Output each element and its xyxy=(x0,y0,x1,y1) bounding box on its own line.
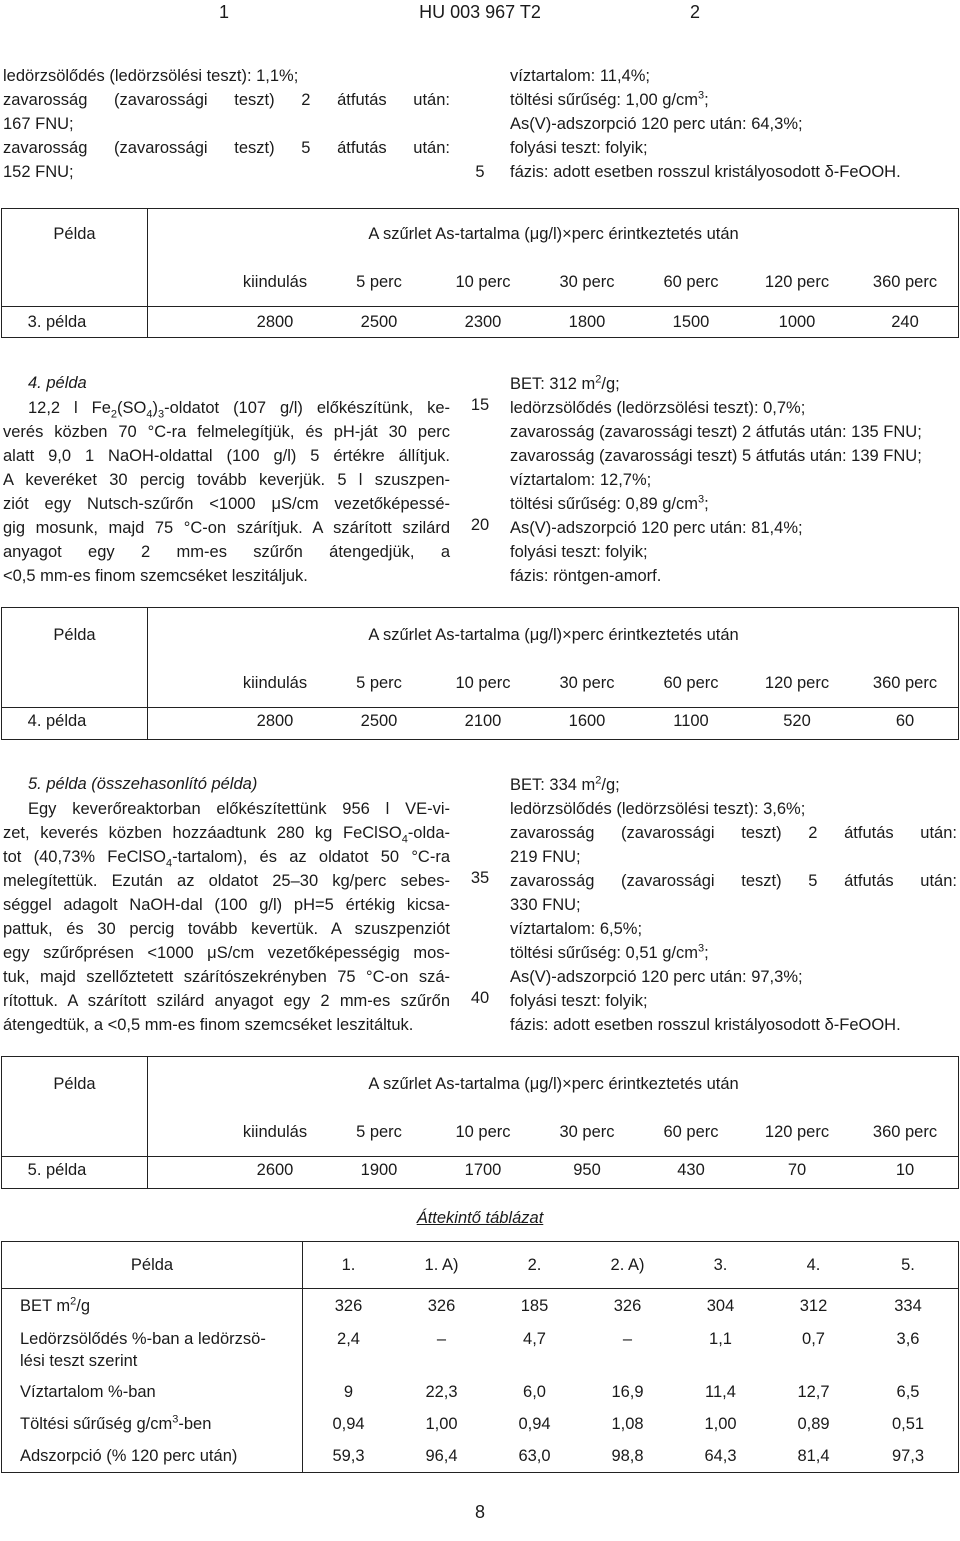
text-line: pattuk, és 30 percig tovább kevertük. A szuszpenziót xyxy=(3,920,450,938)
text-line: tot (40,73% FeClSO$_4$-tartalom), és az oldatot 50 °C-ra xyxy=(3,848,450,870)
column-header: 120 perc xyxy=(764,674,830,692)
line-number: 15 xyxy=(470,396,490,414)
text-line: víztartalom: 6,5%; xyxy=(510,920,643,938)
column-header: 10 perc xyxy=(455,273,511,291)
right-page-number: 2 xyxy=(690,2,701,22)
column-header: 360 perc xyxy=(872,1123,938,1141)
text-line: zavarosság (zavarossági teszt) 2 átfutás után: xyxy=(3,91,450,109)
table-header-example: Példa xyxy=(53,1075,96,1093)
text-line: ledörzsölődés (ledörzsölési teszt): 0,7%; xyxy=(510,399,806,417)
table-cell: 1800 xyxy=(568,313,606,331)
summary-cell: 0,51 xyxy=(891,1415,925,1433)
summary-cell: 0,94 xyxy=(518,1415,551,1433)
column-header: 60 perc xyxy=(663,674,719,692)
summary-header: 3. xyxy=(713,1256,728,1274)
text-line: folyási teszt: folyik; xyxy=(510,543,648,561)
table-cell: 2800 xyxy=(256,712,294,730)
summary-title: Áttekintő táblázat xyxy=(416,1209,544,1227)
summary-cell: 81,4 xyxy=(797,1447,830,1465)
row-label: 5. példa xyxy=(27,1161,87,1179)
table-cell: 1700 xyxy=(464,1161,502,1179)
text-line: fázis: adott esetben rosszul kristályosodott δ-FeOOH. xyxy=(510,1016,901,1034)
text-line: gig mosunk, majd 75 °C-on szárítjuk. A szárított szilárd xyxy=(3,519,450,537)
summary-cell: 326 xyxy=(427,1297,456,1315)
text-line: zavarosság (zavarossági teszt) 5 átfutás után: 139 FNU; xyxy=(510,447,922,465)
summary-cell: 6,5 xyxy=(896,1383,920,1401)
text-line: ledörzsölődés (ledörzsölési teszt): 1,1%; xyxy=(3,67,299,85)
text-line: egy szűrőprésen <1000 μS/cm vezetőképességig mos- xyxy=(3,944,450,962)
text-line: víztartalom: 12,7%; xyxy=(510,471,652,489)
text-line: 12,2 l $Fe_2(SO_4)_3$-oldatot (107 g/l) előkészítünk, ke- xyxy=(28,399,450,421)
summary-cell: 0,94 xyxy=(332,1415,365,1433)
text-line: 152 FNU; xyxy=(3,163,74,181)
text-line: 167 FNU; xyxy=(3,115,74,133)
table-cell: 1000 xyxy=(778,313,816,331)
text-line: zavarosság (zavarossági teszt) 5 átfutás után: xyxy=(3,139,450,157)
column-header: 5 perc xyxy=(356,674,402,692)
text-line: zavarosság (zavarossági teszt) 5 átfutás után: xyxy=(510,872,957,890)
line-number: 20 xyxy=(470,516,490,534)
summary-cell: 2,4 xyxy=(337,1330,360,1348)
text-line: tuk, majd szellőztetett szárítószekrényben 75 °C-on szá- xyxy=(3,968,450,986)
result-table-4 xyxy=(1,607,959,740)
section-title: 5. példa (összehasonlító példa) xyxy=(28,775,258,793)
summary-cell: 16,9 xyxy=(611,1383,644,1401)
column-header: 30 perc xyxy=(559,1123,615,1141)
summary-cell: 59,3 xyxy=(332,1447,365,1465)
text-line: folyási teszt: folyik; xyxy=(510,992,648,1010)
summary-cell: 334 xyxy=(894,1297,922,1315)
section-title: 4. példa xyxy=(28,374,87,392)
summary-row-label: Adszorpció (% 120 perc után) xyxy=(20,1447,238,1465)
column-header: 30 perc xyxy=(559,273,615,291)
column-header: 60 perc xyxy=(663,1123,719,1141)
text-line: <0,5 mm-es finom szemcséket leszitáljuk. xyxy=(3,567,308,585)
table-group-header: A szűrlet As-tartalma (μg/l)×perc érintkeztetés után xyxy=(368,1075,739,1093)
summary-row-label: BET $m^2/g$ xyxy=(20,1295,91,1315)
summary-row-label: Víztartalom %-ban xyxy=(20,1383,156,1401)
summary-row-label xyxy=(20,1328,266,1372)
document-id: HU 003 967 T2 xyxy=(419,2,541,22)
column-header: kiindulás xyxy=(242,1123,308,1141)
table-cell: 1900 xyxy=(360,1161,398,1179)
text-line: A keveréket 30 percig tovább keverjük. 5 l szuszpen- xyxy=(3,471,450,489)
text-line: As(V)-adszorpció 120 perc után: 97,3%; xyxy=(510,968,803,986)
summary-cell: 12,7 xyxy=(797,1383,830,1401)
result-table-3 xyxy=(1,208,959,338)
column-header: 5 perc xyxy=(356,1123,402,1141)
summary-cell: 63,0 xyxy=(518,1447,551,1465)
text-line: BET: 312 $m^2/g$; xyxy=(510,373,620,393)
text-line: séggel adagolt NaOH-dal (100 g/l) pH=5 értékig kicsa- xyxy=(3,896,450,914)
text-line: 330 FNU; xyxy=(510,896,581,914)
line-number: 35 xyxy=(470,869,490,887)
column-header: 120 perc xyxy=(764,1123,830,1141)
row-label: 3. példa xyxy=(27,313,87,331)
text-line: zavarosság (zavarossági teszt) 2 átfutás után: xyxy=(510,824,957,842)
summary-row-label-line1: Ledörzsölődés %-ban a ledörzsö- xyxy=(20,1330,266,1348)
text-line: As(V)-adszorpció 120 perc után: 64,3%; xyxy=(510,115,803,133)
summary-cell: 0,89 xyxy=(797,1415,830,1433)
table-cell: 60 xyxy=(895,712,915,730)
table-cell: 1500 xyxy=(672,313,710,331)
text-line: ledörzsölődés (ledörzsölési teszt): 3,6%; xyxy=(510,800,806,818)
summary-table xyxy=(1,1241,959,1473)
column-header: 120 perc xyxy=(764,273,830,291)
table-cell: 1600 xyxy=(568,712,606,730)
table-cell: 2800 xyxy=(256,313,294,331)
text-line: alatt 9,0 1 NaOH-oldattal (100 g/l) 5 értékre állítjuk. xyxy=(3,447,450,465)
summary-header: 1. xyxy=(341,1256,356,1274)
text-line: ziót egy Nutsch-szűrőn <1000 μS/cm vezetőképessé- xyxy=(3,495,450,513)
column-header: 10 perc xyxy=(455,1123,511,1141)
text-line: víztartalom: 11,4%; xyxy=(510,67,651,85)
row-label: 4. példa xyxy=(27,712,87,730)
column-header: 5 perc xyxy=(356,273,402,291)
summary-cell: 304 xyxy=(706,1297,735,1315)
text-line: zet, keverés közben hozzáadtunk 280 kg FeClSO$_4$-olda- xyxy=(3,824,450,846)
summary-cell: 9 xyxy=(343,1383,354,1401)
summary-cell: 98,8 xyxy=(611,1447,644,1465)
summary-header-example: Példa xyxy=(130,1256,174,1274)
text-line: fázis: röntgen-amorf. xyxy=(510,567,662,585)
table-cell: 1100 xyxy=(673,712,709,730)
table-header-example: Példa xyxy=(53,626,96,644)
summary-cell: 326 xyxy=(334,1297,363,1315)
summary-cell: – xyxy=(622,1330,633,1348)
table-header-example: Példa xyxy=(53,225,96,243)
table-cell: 70 xyxy=(787,1161,807,1179)
summary-cell: 1,00 xyxy=(425,1415,458,1433)
text-line: anyagot egy 2 mm-es szűrőn átengedjük, a xyxy=(3,543,450,561)
line-number: 40 xyxy=(470,989,490,1007)
text-line: BET: 334 $m^2/g$; xyxy=(510,774,620,794)
table-cell: 2600 xyxy=(256,1161,294,1179)
summary-cell: 3,6 xyxy=(896,1330,920,1348)
summary-header: 4. xyxy=(806,1256,821,1274)
column-header: 60 perc xyxy=(663,273,719,291)
text-line: As(V)-adszorpció 120 perc után: 81,4%; xyxy=(510,519,803,537)
text-line: 219 FNU; xyxy=(510,848,581,866)
table-cell: 950 xyxy=(573,1161,601,1179)
summary-cell: 96,4 xyxy=(425,1447,458,1465)
summary-cell: 0,7 xyxy=(802,1330,825,1348)
table-cell: 2500 xyxy=(360,712,398,730)
summary-cell: 185 xyxy=(520,1297,549,1315)
column-header: 10 perc xyxy=(455,674,511,692)
text-line: folyási teszt: folyik; xyxy=(510,139,648,157)
summary-cell: 1,1 xyxy=(709,1330,732,1348)
text-line: melegítettük. Ezután az oldatot 25–30 kg/perc sebes- xyxy=(3,872,450,890)
line-number: 5 xyxy=(475,163,485,181)
table-cell: 2100 xyxy=(464,712,502,730)
left-page-number: 1 xyxy=(219,2,230,22)
text-line: töltési sűrűség: 1,00 $g/cm^3$; xyxy=(510,89,709,109)
table-cell: 2300 xyxy=(464,313,502,331)
summary-cell: 1,00 xyxy=(704,1415,737,1433)
column-header: kiindulás xyxy=(242,674,308,692)
text-line: töltési sűrűség: 0,51 $g/cm^3$; xyxy=(510,942,709,962)
text-line: fázis: adott esetben rosszul kristályosodott δ-FeOOH. xyxy=(510,163,901,181)
table-group-header: A szűrlet As-tartalma (μg/l)×perc érintkeztetés után xyxy=(368,626,739,644)
table-cell: 430 xyxy=(677,1161,705,1179)
summary-row-label: Töltési sűrűség $g/cm^3$-ben xyxy=(20,1413,212,1433)
column-header: 360 perc xyxy=(872,273,938,291)
summary-cell: 22,3 xyxy=(425,1383,458,1401)
summary-cell: 11,4 xyxy=(705,1383,736,1401)
summary-cell: 4,7 xyxy=(523,1330,546,1348)
summary-cell: 312 xyxy=(799,1297,828,1315)
table-cell: 2500 xyxy=(360,313,398,331)
table-cell: 520 xyxy=(783,712,811,730)
text-line: zavarosság (zavarossági teszt) 2 átfutás után: 135 FNU; xyxy=(510,423,922,441)
summary-cell: 326 xyxy=(613,1297,642,1315)
result-table-5 xyxy=(1,1056,959,1189)
text-line: átengedtük, a <0,5 mm-es finom szemcséket leszitáltuk. xyxy=(3,1016,414,1034)
text-line: töltési sűrűség: 0,89 $g/cm^3$; xyxy=(510,493,709,513)
summary-cell: 6,0 xyxy=(523,1383,546,1401)
column-header: kiindulás xyxy=(242,273,308,291)
table-cell: 240 xyxy=(891,313,919,331)
summary-cell: 1,08 xyxy=(611,1415,644,1433)
summary-cell: 64,3 xyxy=(704,1447,737,1465)
summary-header: 5. xyxy=(901,1256,915,1274)
summary-header: 1. A) xyxy=(424,1256,459,1274)
summary-cell: 97,3 xyxy=(891,1447,925,1465)
text-line: Egy keverőreaktorban előkészítettünk 956 l VE-vi- xyxy=(28,800,450,818)
text-line: rítottuk. A szárított szilárd anyagot egy 2 mm-es szűrőn xyxy=(3,992,450,1010)
table-cell: 10 xyxy=(895,1161,915,1179)
summary-row-label-line2: lési teszt szerint xyxy=(20,1352,138,1370)
summary-cell: – xyxy=(436,1330,447,1348)
column-header: 360 perc xyxy=(872,674,938,692)
table-group-header: A szűrlet As-tartalma (μg/l)×perc érintkeztetés után xyxy=(368,225,739,243)
summary-header: 2. xyxy=(527,1256,542,1274)
column-header: 30 perc xyxy=(559,674,615,692)
page-number: 8 xyxy=(474,1502,485,1522)
text-line: verés közben 70 °C-ra felmelegítjük, és pH-ját 30 perc xyxy=(3,423,450,441)
summary-header: 2. A) xyxy=(610,1256,645,1274)
